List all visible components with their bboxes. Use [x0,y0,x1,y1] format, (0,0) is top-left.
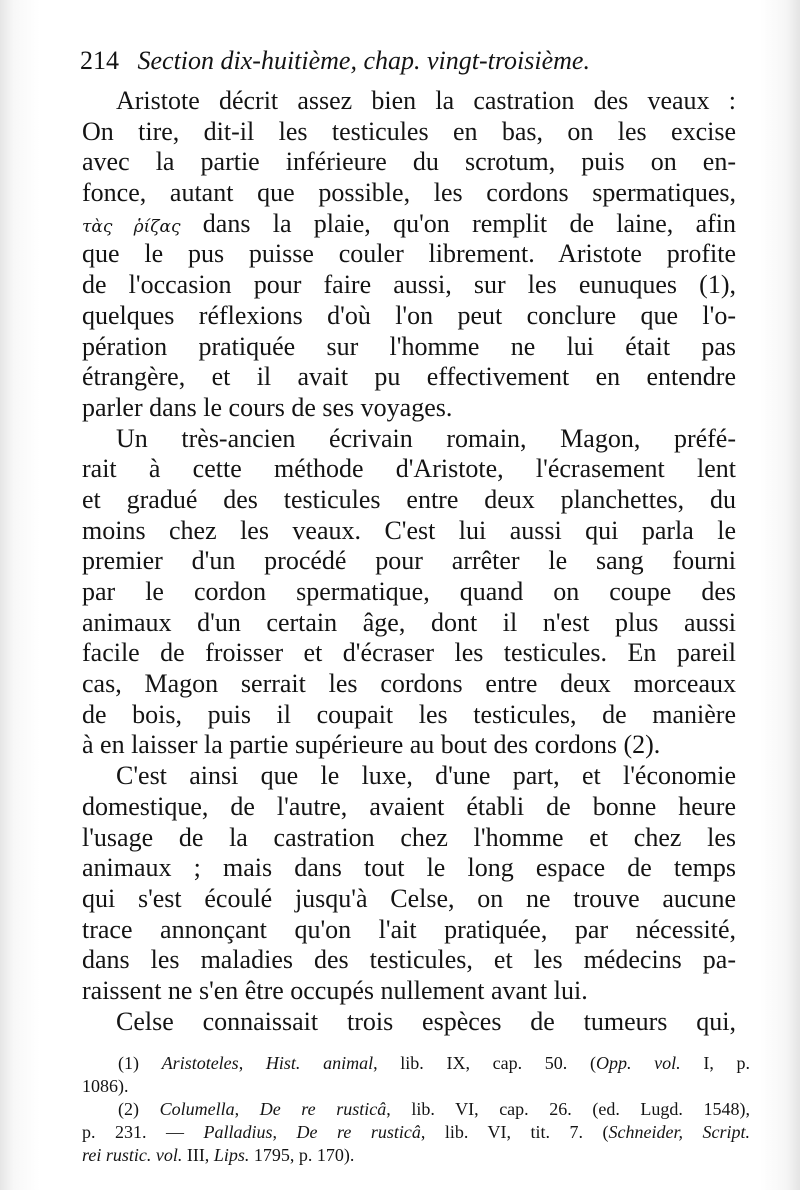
footnote-ref: III, [182,1145,214,1165]
footnote-work: De re rusticâ [296,1122,421,1142]
text-line: C'est ainsi que le luxe, d'une part, et l'économie [116,761,736,791]
text-line: raissent ne s'en être occupés nullement avant lui. [82,975,588,1005]
text-line: pération pratiquée sur l'homme ne lui était pas [82,331,736,361]
text-line: cas, Magon serrait les cordons entre deux morceaux [82,669,736,699]
running-header [80,46,760,76]
footnote-opp: Opp. vol. [595,1053,681,1073]
text-line: Un très-ancien écrivain romain, Magon, préfé- [116,423,736,453]
text-line: Aristote décrit assez bien la castration des veaux : [116,86,736,115]
text-line: premier d'un procédé pour arrêter le sang fourni [82,546,736,576]
text-line: étrangère, et il avait pu effectivement en entendre [82,362,736,392]
footnote-work: Hist. animal [265,1053,374,1073]
page-number: 214 [80,46,119,75]
text-line: trace annonçant qu'on l'ait pratiquée, par nécessité, [82,914,736,944]
footnote-ref: I, p. [680,1053,751,1073]
footnote-place: Lips. [213,1145,250,1165]
footnote-marker: (1) [118,1053,139,1073]
footnote-2-line-2: p. 231. — Palladius, De re rusticâ, lib. VI, tit. 7. (Schneider, Script. [82,1122,750,1142]
text-line: animaux ; mais dans tout le long espace de temps [82,853,736,883]
running-title: Section dix-huitième, chap. vingt-troisième. [137,46,590,75]
text-line-with-greek [82,209,736,240]
text-line: animaux d'un certain âge, dont il n'est plus aussi [82,607,736,637]
text-line: quelques réflexions d'où l'on peut conclure que l'o- [82,300,736,330]
text-line: avec la partie inférieure du scrotum, puis on en- [82,147,736,177]
footnote-marker: (2) [118,1099,139,1119]
text-line: que le pus puisse couler librement. Aristote profite [82,239,736,269]
footnote-work: De re rusticâ [259,1099,387,1119]
footnote-work: rei rustic. vol. [82,1145,183,1165]
text-line: domestique, de l'autre, avaient établi de bonne heure [82,791,736,821]
footnote-1-continued: 1086). [82,1076,129,1096]
text-line: rait à cette méthode d'Aristote, l'écrasement lent [82,454,736,484]
text-line: par le cordon spermatique, quand on coupe des [82,577,736,606]
text-line: moins chez les veaux. C'est lui aussi qui parla le [82,515,736,545]
text-line: à en laisser la partie supérieure au bout des cordons (2). [82,730,661,760]
text-line: et gradué des testicules entre deux planchettes, du [82,484,736,514]
footnote-author: Columella [159,1099,235,1119]
footnote-author: Aristoteles [161,1053,239,1073]
footnote-ref: 1795, p. 170). [249,1145,355,1165]
text-line: qui s'est écoulé jusqu'à Celse, on ne trouve aucune [82,883,736,913]
text-line: On tire, dit-il les testicules en bas, on les excise [82,116,736,146]
footnote-ref: , lib. VI, tit. 7. ( [420,1122,609,1142]
greek-term: τὰς ῥίζας [82,216,181,237]
footnotes [82,1052,750,1167]
text-line: facile de froisser et d'écraser les testicules. En pareil [82,638,736,668]
text-line: de bois, puis il coupait les testicules, de manière [82,699,736,729]
footnote-schneider: Schneider, Script. [608,1122,750,1142]
footnote-1: (1) Aristoteles, Hist. animal, lib. IX, cap. 50. (Opp. vol. I, p. [118,1053,751,1073]
footnote-ref: p. 231. — [82,1122,204,1142]
footnote-2-line-3 [82,1144,750,1167]
text-line: parler dans le cours de ses voyages. [82,392,453,422]
footnote-ref: , lib. VI, cap. 26. (ed. Lugd. 1548), [386,1099,751,1119]
footnote-2: (2) Columella, De re rusticâ, lib. VI, cap. 26. (ed. Lugd. 1548), [118,1099,751,1119]
text-line: fonce, autant que possible, les cordons spermatiques, [82,178,736,208]
text-line: l'usage de la castration chez l'homme et chez les [82,822,736,852]
text-line-rest: dans la plaie, qu'on remplit de laine, afin [202,208,737,238]
main-text [82,86,736,1037]
text-line: Celse connaissait trois espèces de tumeurs qui, [116,1006,736,1036]
footnote-ref: , lib. IX, cap. 50. ( [373,1053,596,1073]
text-line: dans les maladies des testicules, et les médecins pa- [82,945,736,975]
footnote-author: Palladius [203,1122,273,1142]
text-line: de l'occasion pour faire aussi, sur les eunuques (1), [82,270,736,300]
